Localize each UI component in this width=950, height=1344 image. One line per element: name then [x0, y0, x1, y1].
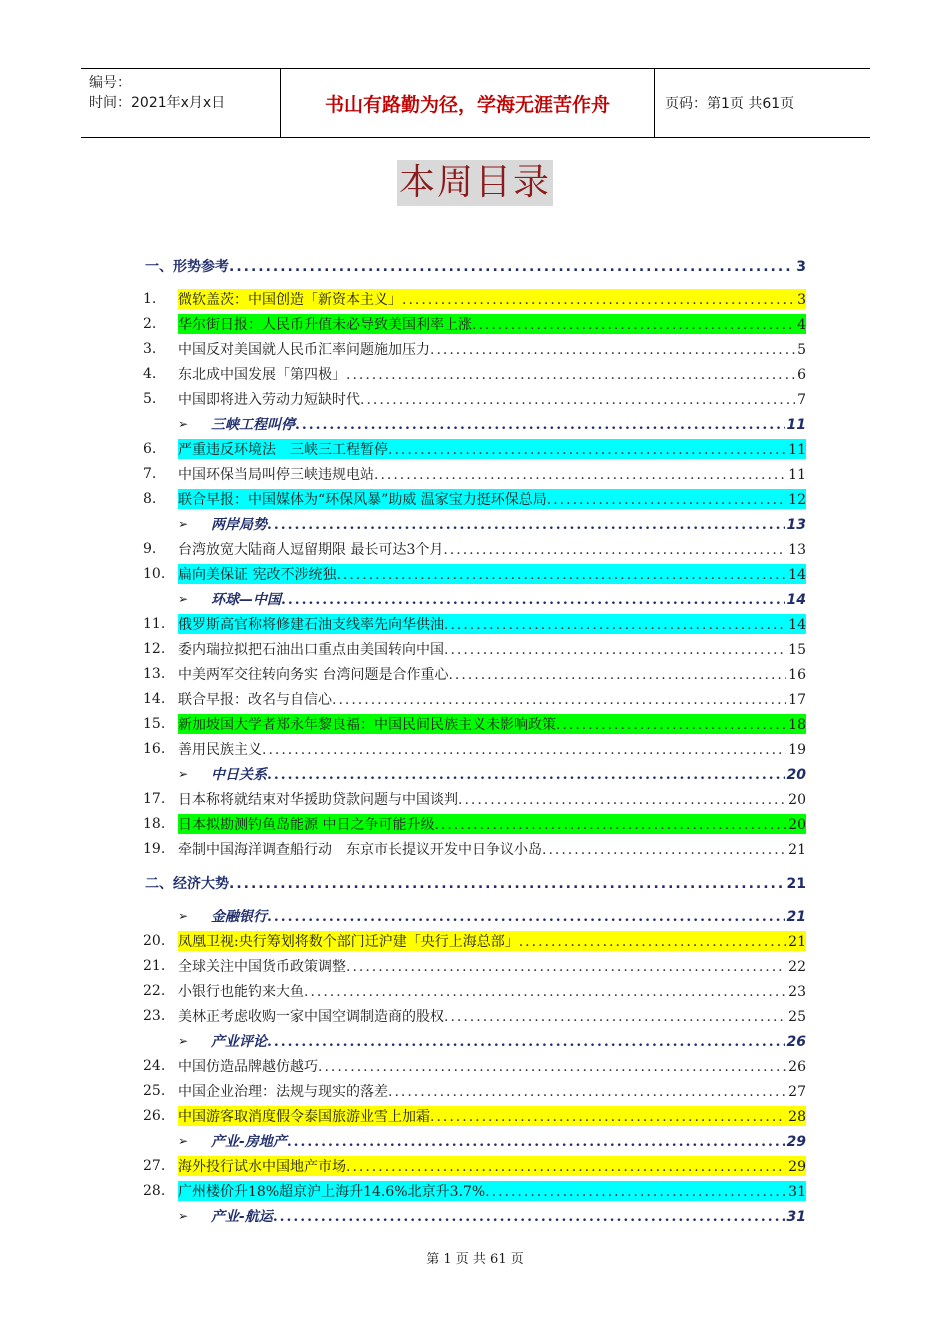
toc-item: [178, 289, 806, 309]
toc-item: [178, 1006, 806, 1026]
toc-item: [178, 614, 806, 634]
toc-entry[interactable]: [0, 664, 950, 684]
toc-item: [178, 439, 806, 459]
toc-entry-title: 产业-房地产: [211, 1134, 287, 1150]
toc-item-number: 8.: [143, 491, 157, 507]
toc-item-number: 18.: [143, 816, 166, 832]
toc-item-number: 11.: [143, 616, 166, 632]
toc-item: [178, 739, 806, 759]
toc-entry-page: 14: [788, 617, 806, 633]
number-label: 编号：: [89, 75, 131, 91]
arrow-bullet-icon: ➢: [178, 592, 189, 606]
toc-entry-title: 日本称将就结束对华援助贷款问题与中国谈判: [178, 792, 458, 808]
toc-item-number: 23.: [143, 1008, 166, 1024]
toc-entry[interactable]: [0, 614, 950, 634]
toc-item: [178, 464, 806, 484]
toc-item: [178, 689, 806, 709]
toc-entry-title: 联合早报：中国媒体为“环保风暴”助威 温家宝力挺环保总局: [178, 492, 547, 508]
toc-entry[interactable]: [0, 1131, 950, 1151]
dot-leader: [448, 666, 786, 684]
toc-entry-page: 31: [788, 1184, 806, 1200]
toc-item-number: 5.: [143, 391, 157, 407]
toc-item: [178, 1081, 806, 1101]
toc-item: [178, 956, 806, 976]
toc-item: [178, 1156, 806, 1176]
toc-entry-page: 23: [788, 984, 806, 1000]
dot-leader: [360, 391, 795, 409]
dot-leader: [444, 616, 786, 634]
toc-item: [178, 664, 806, 684]
toc-entry-page: 20: [786, 767, 806, 783]
toc-item-number: 28.: [143, 1183, 166, 1199]
toc-subsection: [211, 414, 806, 434]
toc-entry[interactable]: [0, 289, 950, 309]
dot-leader: [374, 466, 786, 484]
toc-entry[interactable]: [0, 764, 950, 784]
toc-entry[interactable]: [0, 873, 950, 893]
arrow-bullet-icon: ➢: [178, 767, 189, 781]
toc-entry-title: 中日关系: [211, 767, 267, 783]
toc-entry-title: 牵制中国海洋调查船行动 东京市长提议开发中日争议小岛: [178, 842, 542, 858]
toc-item: [178, 489, 806, 509]
toc-entry-page: 26: [788, 1059, 806, 1075]
toc-item-number: 22.: [143, 983, 166, 999]
toc-entry-title: 扁向美保证 宪改不涉统独: [178, 567, 337, 583]
toc-entry[interactable]: [0, 1181, 950, 1201]
toc-entry[interactable]: [0, 956, 950, 976]
dot-leader: [336, 566, 786, 584]
toc-entry-title: 中国即将进入劳动力短缺时代: [178, 392, 360, 408]
dot-leader: [262, 741, 786, 759]
toc-item-number: 26.: [143, 1108, 166, 1124]
dot-leader: [346, 366, 795, 384]
document-header: [81, 68, 870, 138]
toc-item: [178, 1106, 806, 1126]
toc-entry[interactable]: [0, 1081, 950, 1101]
toc-item: [178, 714, 806, 734]
toc-entry-title: 中国反对美国就人民币汇率问题施加压力: [178, 342, 430, 358]
toc-entry-page: 21: [786, 876, 806, 892]
toc-entry[interactable]: [0, 389, 950, 409]
toc-entry-page: 17: [788, 692, 806, 708]
toc-item-number: 17.: [143, 791, 166, 807]
toc-entry-page: 18: [788, 717, 806, 733]
toc-entry-page: 27: [788, 1084, 806, 1100]
toc-subsection: [211, 589, 806, 609]
toc-section: [145, 256, 806, 276]
toc-entry-title: 中国企业治理：法规与现实的落差: [178, 1084, 388, 1100]
toc-entry[interactable]: [0, 514, 950, 534]
arrow-bullet-icon: ➢: [178, 517, 189, 531]
toc-entry-title: 中国游客取消度假令泰国旅游业雪上加霜: [178, 1109, 430, 1125]
toc-entry[interactable]: [0, 314, 950, 334]
toc-item-number: 15.: [143, 716, 166, 732]
dot-leader: [444, 641, 786, 659]
toc-item: [178, 981, 806, 1001]
toc-entry-title: 金融银行: [211, 909, 267, 925]
toc-entry-page: 31: [786, 1209, 806, 1225]
toc-entry-page: 21: [786, 909, 806, 925]
dot-leader: [267, 908, 785, 926]
header-page-info: 页码：第1页 共61页: [665, 96, 795, 112]
toc-entry-title: 中国环保当局叫停三峡违规电站: [178, 467, 374, 483]
toc-entry[interactable]: [0, 489, 950, 509]
toc-item-number: 24.: [143, 1058, 166, 1074]
toc-item-number: 7.: [143, 466, 157, 482]
dot-leader: [318, 1058, 786, 1076]
toc-item: [178, 364, 806, 384]
toc-entry-title: 委内瑞拉拟把石油出口重点由美国转向中国: [178, 642, 444, 658]
toc-item-number: 13.: [143, 666, 166, 682]
toc-entry-page: 29: [786, 1134, 806, 1150]
toc-entry-title: 台湾放宽大陆商人逗留期限 最长可达3个月: [178, 542, 444, 558]
arrow-bullet-icon: ➢: [178, 1034, 189, 1048]
dot-leader: [519, 933, 786, 951]
toc-entry-page: 11: [786, 417, 806, 433]
toc-entry[interactable]: [0, 739, 950, 759]
dot-leader: [304, 983, 786, 1001]
toc-entry-title: 三峡工程叫停: [211, 417, 295, 433]
toc-entry-title: 产业评论: [211, 1034, 267, 1050]
dot-leader: [434, 816, 786, 834]
toc-entry[interactable]: [0, 1106, 950, 1126]
toc-subsection: [211, 906, 806, 926]
toc-entry-title: 产业-航运: [211, 1209, 273, 1225]
arrow-bullet-icon: ➢: [178, 1209, 189, 1223]
toc-entry[interactable]: [0, 839, 950, 859]
toc-entry-title: 凤凰卫视:央行筹划将数个部门迁沪建「央行上海总部」: [178, 934, 519, 950]
toc-entry-title: 严重违反环境法 三峡三工程暂停: [178, 442, 388, 458]
toc-entry-page: 12: [788, 492, 806, 508]
dot-leader: [388, 1083, 786, 1101]
dot-leader: [458, 791, 786, 809]
toc-entry-title: 两岸局势: [211, 517, 267, 533]
toc-item-number: 6.: [143, 441, 157, 457]
toc-entry[interactable]: [0, 906, 950, 926]
toc-item-number: 2.: [143, 316, 157, 332]
toc-item-number: 27.: [143, 1158, 166, 1174]
dot-leader: [388, 441, 786, 459]
toc-entry-page: 29: [788, 1159, 806, 1175]
toc-entry[interactable]: [0, 689, 950, 709]
toc-item-number: 16.: [143, 741, 166, 757]
toc-entry[interactable]: [0, 364, 950, 384]
toc-entry-title: 俄罗斯高官称将修建石油支线率先向华供油: [178, 617, 444, 633]
dot-leader: [332, 691, 786, 709]
dot-leader: [430, 341, 795, 359]
toc-entry-page: 13: [788, 542, 806, 558]
toc-item: [178, 931, 806, 951]
toc-entry-page: 13: [786, 517, 806, 533]
toc-entry-title: 二、经济大势: [145, 876, 229, 892]
toc-entry[interactable]: [0, 1056, 950, 1076]
arrow-bullet-icon: ➢: [178, 417, 189, 431]
toc-entry-page: 14: [788, 567, 806, 583]
arrow-bullet-icon: ➢: [178, 1134, 189, 1148]
dot-leader: [295, 416, 785, 434]
toc-item-number: 3.: [143, 341, 157, 357]
dot-leader: [346, 1158, 786, 1176]
arrow-bullet-icon: ➢: [178, 909, 189, 923]
toc-entry-page: 22: [788, 959, 806, 975]
toc-item-number: 25.: [143, 1083, 166, 1099]
toc-entry-page: 19: [788, 742, 806, 758]
toc-entry-title: 海外投行试水中国地产市场: [178, 1159, 346, 1175]
toc-item: [178, 539, 806, 559]
dot-leader: [346, 958, 786, 976]
toc-entry[interactable]: [0, 1156, 950, 1176]
toc-entry-title: 东北成中国发展「第四极」: [178, 367, 346, 383]
dot-leader: [267, 516, 785, 534]
toc-item: [178, 1181, 806, 1201]
dot-leader: [542, 841, 786, 859]
dot-leader: [547, 491, 786, 509]
toc-entry-title: 全球关注中国货币政策调整: [178, 959, 346, 975]
toc-entry-page: 11: [788, 442, 806, 458]
toc-item-number: 1.: [143, 291, 157, 307]
toc-entry[interactable]: [0, 339, 950, 359]
toc-item: [178, 339, 806, 359]
toc-subsection: [211, 764, 806, 784]
toc-entry[interactable]: [0, 714, 950, 734]
toc-entry-title: 微软盖茨：中国创造「新资本主义」: [178, 292, 402, 308]
dot-leader: [267, 1033, 785, 1051]
dot-leader: [472, 316, 795, 334]
toc-entry[interactable]: [0, 1206, 950, 1226]
toc-entry[interactable]: [0, 539, 950, 559]
toc-item: [178, 564, 806, 584]
toc-entry-title: 联合早报：改名与自信心: [178, 692, 332, 708]
toc-entry-page: 25: [788, 1009, 806, 1025]
dot-leader: [485, 1183, 786, 1201]
toc-item: [178, 389, 806, 409]
toc-entry[interactable]: [0, 789, 950, 809]
dot-leader: [556, 716, 786, 734]
toc-entry[interactable]: [0, 981, 950, 1001]
toc-entry[interactable]: [0, 414, 950, 434]
toc-item-number: 14.: [143, 691, 166, 707]
toc-item-number: 19.: [143, 841, 166, 857]
toc-item-number: 20.: [143, 933, 166, 949]
toc-entry[interactable]: [0, 931, 950, 951]
header-motto: 书山有路勤为径，学海无涯苦作舟: [281, 69, 655, 137]
toc-entry-page: 3: [797, 292, 806, 308]
toc-entry-page: 14: [786, 592, 806, 608]
dot-leader: [444, 1008, 786, 1026]
toc-entry-title: 广州楼价升18%超京沪上海升14.6%北京升3.7%: [178, 1184, 486, 1200]
toc-entry-page: 28: [788, 1109, 806, 1125]
toc-entry[interactable]: [0, 439, 950, 459]
toc-item: [178, 814, 806, 834]
dot-leader: [229, 875, 785, 893]
toc-entry-page: 7: [797, 392, 806, 408]
toc-subsection: [211, 1131, 806, 1151]
toc-entry-page: 21: [788, 842, 806, 858]
header-meta: [81, 69, 281, 137]
toc-item: [178, 1056, 806, 1076]
toc-entry-title: 美林正考虑收购一家中国空调制造商的股权: [178, 1009, 444, 1025]
time-label: 时间：2021年x月x日: [89, 95, 226, 111]
dot-leader: [287, 1133, 785, 1151]
toc-entry-title: 中美两军交往转向务实 台湾问题是合作重心: [178, 667, 449, 683]
toc-entry[interactable]: [0, 1031, 950, 1051]
toc-entry[interactable]: [0, 639, 950, 659]
toc-entry-title: 新加坡国大学者郑永年黎良福：中国民间民族主义未影响政策: [178, 717, 556, 733]
toc-entry-title: 善用民族主义: [178, 742, 262, 758]
page-footer: 第 1 页 共 61 页: [426, 1252, 524, 1267]
toc-entry-title: 中国仿造品牌越仿越巧: [178, 1059, 318, 1075]
toc-entry[interactable]: [0, 589, 950, 609]
toc-item-number: 10.: [143, 566, 166, 582]
toc-entry[interactable]: [0, 1006, 950, 1026]
dot-leader: [443, 541, 786, 559]
toc-item-number: 21.: [143, 958, 166, 974]
toc-entry-page: 4: [797, 317, 806, 333]
toc-section: [145, 873, 806, 893]
toc-item-number: 4.: [143, 366, 157, 382]
toc-entry-page: 11: [788, 467, 806, 483]
toc-item: [178, 314, 806, 334]
toc-item: [178, 639, 806, 659]
toc-item-number: 12.: [143, 641, 166, 657]
toc-item-number: 9.: [143, 541, 157, 557]
page-title: 本周目录: [397, 160, 553, 206]
toc-entry-title: 华尔街日报：人民币升值未必导致美国利率上涨: [178, 317, 472, 333]
toc-entry[interactable]: [0, 464, 950, 484]
dot-leader: [402, 291, 795, 309]
toc-entry-page: 20: [788, 817, 806, 833]
toc-entry-title: 环球—中国: [211, 592, 281, 608]
dot-leader: [430, 1108, 786, 1126]
toc-entry-page: 20: [788, 792, 806, 808]
toc-entry-page: 26: [786, 1034, 806, 1050]
toc-entry[interactable]: [0, 814, 950, 834]
toc-entry-title: 日本拟勘测钓鱼岛能源 中日之争可能升级: [178, 817, 435, 833]
toc-entry-page: 16: [788, 667, 806, 683]
dot-leader: [267, 766, 785, 784]
toc-subsection: [211, 514, 806, 534]
toc-subsection: [211, 1206, 806, 1226]
toc-entry[interactable]: [0, 564, 950, 584]
dot-leader: [273, 1208, 785, 1226]
toc-entry-title: 一、形势参考: [145, 259, 229, 275]
toc-entry-page: 15: [788, 642, 806, 658]
toc-entry-page: 5: [797, 342, 806, 358]
toc-subsection: [211, 1031, 806, 1051]
toc-item: [178, 789, 806, 809]
toc-item: [178, 839, 806, 859]
dot-leader: [229, 258, 794, 276]
toc-entry-page: 3: [796, 259, 806, 275]
toc-entry-title: 小银行也能钓来大鱼: [178, 984, 304, 1000]
toc-entry-page: 6: [797, 367, 806, 383]
dot-leader: [281, 591, 785, 609]
toc-entry-page: 21: [788, 934, 806, 950]
toc-entry[interactable]: [0, 256, 950, 276]
